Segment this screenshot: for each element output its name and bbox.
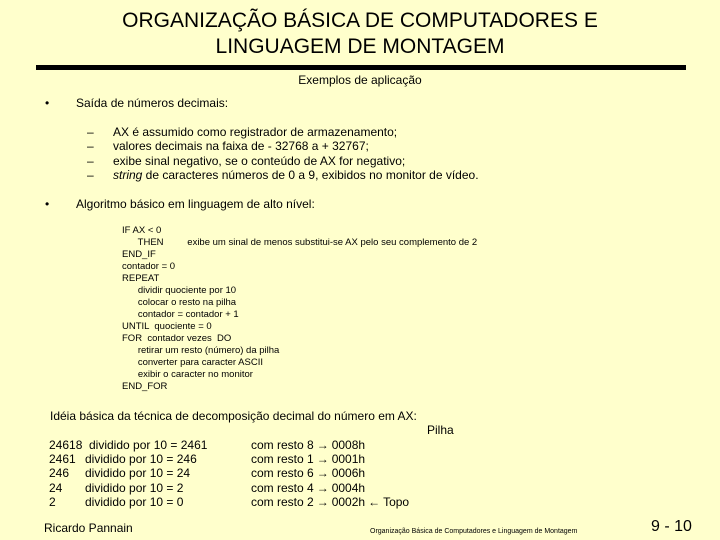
footer-course: Organização Básica de Computadores e Linguagem de Montagem bbox=[370, 528, 578, 535]
decomp-remainder: com resto 2 → 0002h ← Topo bbox=[251, 495, 410, 509]
bullet-symbol: • bbox=[45, 96, 50, 110]
subitem-dash: – bbox=[87, 125, 94, 139]
algorithm-line: contador = 0 bbox=[122, 261, 176, 272]
decomp-remainder: com resto 1 → 0001h bbox=[251, 452, 366, 466]
slide-title bbox=[0, 8, 720, 60]
decomp-number: 2 bbox=[49, 495, 56, 509]
subitem-dash: – bbox=[87, 168, 94, 182]
slide-title-line-2: LINGUAGEM DE MONTAGEM bbox=[215, 35, 505, 58]
decomp-remainder: com resto 6 → 0006h bbox=[251, 466, 366, 480]
right-arrow-icon: → bbox=[316, 495, 329, 509]
algorithm-line: retirar um resto (número) da pilha bbox=[122, 345, 280, 356]
decomp-number: 24618 bbox=[49, 438, 83, 452]
stack-value: 0008h bbox=[331, 438, 366, 452]
footer-page-number: 9 - 10 bbox=[651, 518, 692, 535]
algorithm-line: UNTIL quociente = 0 bbox=[122, 321, 212, 332]
right-arrow-icon: → bbox=[316, 466, 329, 480]
stack-top-label: Topo bbox=[383, 495, 410, 509]
bullet-text-algorithm: Algoritmo básico em linguagem de alto nível: bbox=[76, 197, 315, 211]
decomp-division: dividido por 10 = 2461 bbox=[89, 438, 208, 452]
right-arrow-icon: → bbox=[316, 481, 329, 495]
left-arrow-icon: ← bbox=[368, 495, 381, 509]
subitem-dash: – bbox=[87, 139, 94, 153]
decomp-division: dividido por 10 = 2 bbox=[85, 481, 184, 495]
stack-value: 0004h bbox=[331, 481, 366, 495]
algorithm-block bbox=[122, 225, 477, 393]
decomp-remainder: com resto 4 → 0004h bbox=[251, 481, 366, 495]
decomp-division: dividido por 10 = 246 bbox=[85, 452, 197, 466]
algorithm-line: IF AX < 0 bbox=[122, 225, 162, 236]
decomp-remainder: com resto 8 → 0008h bbox=[251, 438, 366, 452]
algorithm-line: dividir quociente por 10 bbox=[122, 285, 237, 296]
stack-value: 0001h bbox=[331, 452, 366, 466]
stack-value: 0006h bbox=[331, 466, 366, 480]
right-arrow-icon: → bbox=[316, 438, 329, 452]
decomposition-heading: Idéia básica da técnica de decomposição decimal do número em AX: bbox=[50, 409, 417, 423]
subitem-dash: – bbox=[87, 154, 94, 168]
algorithm-line: colocar o resto na pilha bbox=[122, 297, 237, 308]
decomp-number: 24 bbox=[49, 481, 63, 495]
algorithm-line: END_IF bbox=[122, 249, 156, 260]
decomp-division: dividido por 10 = 0 bbox=[85, 495, 184, 509]
title-divider bbox=[36, 65, 686, 70]
algorithm-line: contador = contador + 1 bbox=[122, 309, 239, 320]
slide-subtitle: Exemplos de aplicação bbox=[298, 73, 422, 87]
subitem-text: valores decimais na faixa de - 32768 a + 32767; bbox=[113, 139, 369, 153]
right-arrow-icon: → bbox=[316, 452, 329, 466]
stack-label: Pilha bbox=[427, 423, 454, 437]
decomp-number: 2461 bbox=[49, 452, 76, 466]
decomp-number: 246 bbox=[49, 466, 70, 480]
subitem-text: AX é assumido como registrador de armazenamento; bbox=[113, 125, 398, 139]
algorithm-line: converter para caracter ASCII bbox=[122, 357, 263, 368]
algorithm-line: FOR contador vezes DO bbox=[122, 333, 232, 344]
slide-title-line-1: ORGANIZAÇÃO BÁSICA DE COMPUTADORES E bbox=[122, 9, 598, 32]
algorithm-line: exibir o caracter no monitor bbox=[122, 369, 253, 380]
subitem-text bbox=[113, 168, 479, 182]
subitem-text: exibe sinal negativo, se o conteúdo de AX for negativo; bbox=[113, 154, 406, 168]
subitem-italic-word: string bbox=[113, 168, 143, 182]
algorithm-line: REPEAT bbox=[122, 273, 160, 284]
bullet-symbol: • bbox=[45, 197, 50, 211]
algorithm-line: END_FOR bbox=[122, 381, 168, 392]
stack-value: 0002h bbox=[331, 495, 366, 509]
bullet-text-output: Saída de números decimais: bbox=[76, 96, 229, 110]
algorithm-line: THEN exibe um sinal de menos substitui-se AX pelo seu complemento de 2 bbox=[122, 237, 478, 248]
subitem-text-rest: de caracteres números de 0 a 9, exibidos no monitor de vídeo. bbox=[142, 168, 479, 182]
decomp-division: dividido por 10 = 24 bbox=[85, 466, 191, 480]
footer-author: Ricardo Pannain bbox=[44, 521, 133, 535]
